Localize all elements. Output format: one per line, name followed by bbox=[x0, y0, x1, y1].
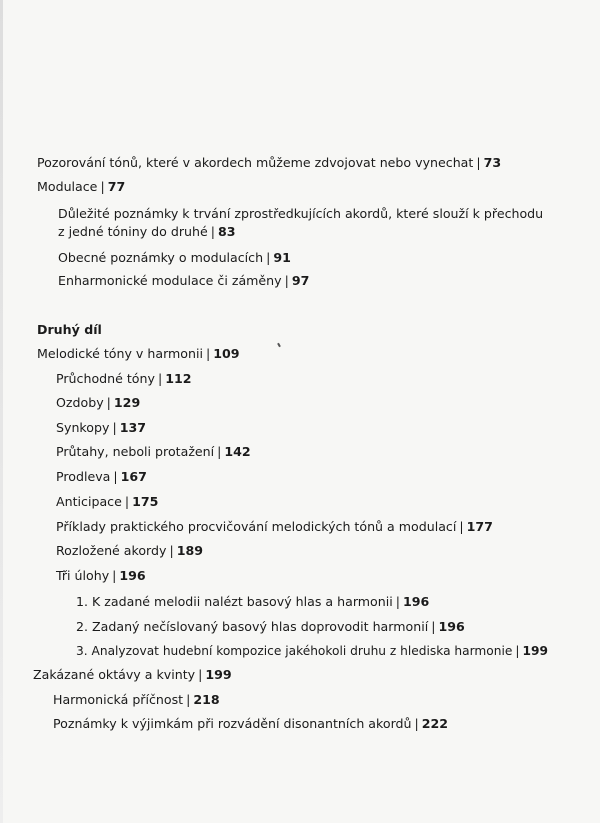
toc-page-number: 77 bbox=[107, 179, 126, 194]
toc-separator: | bbox=[284, 273, 289, 288]
toc-entry-title: Rozložené akordy bbox=[56, 543, 167, 558]
toc-entry-title: Průchodné tóny bbox=[56, 371, 155, 386]
toc-entry-title: Průtahy, neboli protažení bbox=[56, 444, 215, 459]
toc-entry-title: Melodické tóny v harmonii bbox=[37, 346, 203, 361]
toc-page-number: 109 bbox=[213, 346, 240, 361]
toc-entry bbox=[37, 155, 501, 171]
toc-separator: | bbox=[459, 519, 464, 534]
toc-entry bbox=[76, 643, 548, 659]
toc-page-number: 91 bbox=[273, 250, 291, 265]
toc-page-number: 199 bbox=[205, 667, 232, 682]
toc-separator: | bbox=[100, 179, 105, 194]
toc-entry bbox=[76, 594, 429, 610]
toc-entry-title: 2. Zadaný nečíslovaný basový hlas doprovodit harmonií bbox=[76, 619, 429, 634]
toc-entry-title: Modulace bbox=[37, 179, 98, 194]
toc-separator: | bbox=[169, 543, 174, 558]
toc-page-number: 175 bbox=[132, 494, 159, 509]
toc-entry-title: Ozdoby bbox=[56, 395, 104, 410]
toc-page-number: 137 bbox=[119, 420, 146, 435]
toc-separator: | bbox=[431, 619, 436, 634]
toc-page-number: 196 bbox=[119, 568, 146, 583]
toc-page-number: 177 bbox=[466, 519, 493, 534]
toc-entry bbox=[37, 179, 125, 195]
toc-entry-title: 3. Analyzovat hudební kompozice jakéhokoli druhu z hlediska harmonie bbox=[76, 644, 513, 658]
toc-entry bbox=[56, 420, 146, 436]
toc-separator: | bbox=[205, 346, 211, 361]
toc-separator: | bbox=[106, 395, 111, 410]
toc-separator: | bbox=[186, 692, 191, 707]
toc-entry-title: Důležité poznámky k trvání zprostředkujících akordů, které slouží k přechodu bbox=[58, 206, 544, 221]
toc-entry bbox=[53, 716, 448, 732]
toc-entry bbox=[56, 568, 146, 584]
scan-edge bbox=[0, 0, 3, 823]
toc-entry-title: Anticipace bbox=[56, 494, 122, 509]
toc-entry-title: Tři úlohy bbox=[56, 568, 110, 583]
toc-separator: | bbox=[198, 667, 203, 682]
toc-entry bbox=[58, 250, 291, 266]
toc-entry bbox=[33, 667, 232, 683]
toc-entry bbox=[56, 395, 140, 411]
toc-separator: | bbox=[476, 155, 481, 170]
toc-entry bbox=[56, 444, 251, 460]
toc-page-number: 83 bbox=[218, 224, 236, 239]
toc-separator: | bbox=[113, 469, 118, 484]
toc-entry-title: Pozorování tónů, které v akordech můžeme zdvojovat nebo vynechat bbox=[37, 155, 474, 170]
toc-page-number: 189 bbox=[176, 543, 204, 558]
toc-page-number: 73 bbox=[483, 155, 502, 170]
toc-page-number: 199 bbox=[522, 644, 548, 658]
toc-entry bbox=[56, 519, 493, 535]
toc-entry bbox=[56, 371, 192, 387]
toc-page-number: 112 bbox=[165, 371, 192, 386]
scan-speck bbox=[277, 343, 281, 347]
toc-entry-title: Zakázané oktávy a kvinty bbox=[33, 667, 196, 682]
toc-page-number: 196 bbox=[438, 619, 465, 634]
toc-entry-title: Synkopy bbox=[56, 420, 110, 435]
toc-entry bbox=[56, 469, 147, 485]
section-heading: Druhý díl bbox=[37, 322, 102, 337]
toc-entry bbox=[58, 273, 309, 289]
toc-separator: | bbox=[414, 716, 419, 731]
toc-separator: | bbox=[217, 444, 222, 459]
toc-page-number: 167 bbox=[120, 469, 147, 484]
toc-separator: | bbox=[266, 250, 271, 265]
toc-entry-title: 1. K zadané melodii nalézt basový hlas a harmonii bbox=[76, 594, 393, 609]
toc-entry bbox=[76, 619, 465, 635]
toc-separator: | bbox=[124, 494, 130, 509]
toc-entry-title: Příklady praktického procvičování melodických tónů a modulací bbox=[56, 519, 457, 534]
toc-separator: | bbox=[157, 371, 163, 386]
toc-entry-title: Enharmonické modulace či záměny bbox=[58, 273, 282, 288]
toc-separator: | bbox=[210, 224, 215, 239]
toc-entry bbox=[56, 494, 158, 510]
toc-entry bbox=[58, 206, 543, 222]
toc-entry bbox=[53, 692, 220, 708]
toc-entry-title: Poznámky k výjimkám při rozvádění disonantních akordů bbox=[53, 716, 412, 731]
toc-separator: | bbox=[395, 594, 400, 609]
toc-page-number: 222 bbox=[421, 716, 449, 731]
toc-entry-title: Obecné poznámky o modulacích bbox=[58, 250, 264, 265]
toc-separator: | bbox=[515, 644, 520, 658]
toc-page-number: 142 bbox=[224, 444, 251, 459]
toc-entry bbox=[37, 346, 240, 362]
toc-entry-title: Harmonická příčnost bbox=[53, 692, 184, 707]
toc-entry-title: Prodleva bbox=[56, 469, 111, 484]
toc-separator: | bbox=[112, 420, 117, 435]
toc-page-number: 218 bbox=[193, 692, 220, 707]
toc-page-number: 196 bbox=[403, 594, 430, 609]
toc-page-number: 129 bbox=[113, 395, 141, 410]
toc-entry bbox=[56, 543, 203, 559]
toc-entry-continuation bbox=[58, 224, 236, 240]
toc-entry-title: z jedné tóniny do druhé bbox=[58, 224, 208, 239]
toc-separator: | bbox=[112, 568, 117, 583]
toc-page-number: 97 bbox=[291, 273, 310, 288]
